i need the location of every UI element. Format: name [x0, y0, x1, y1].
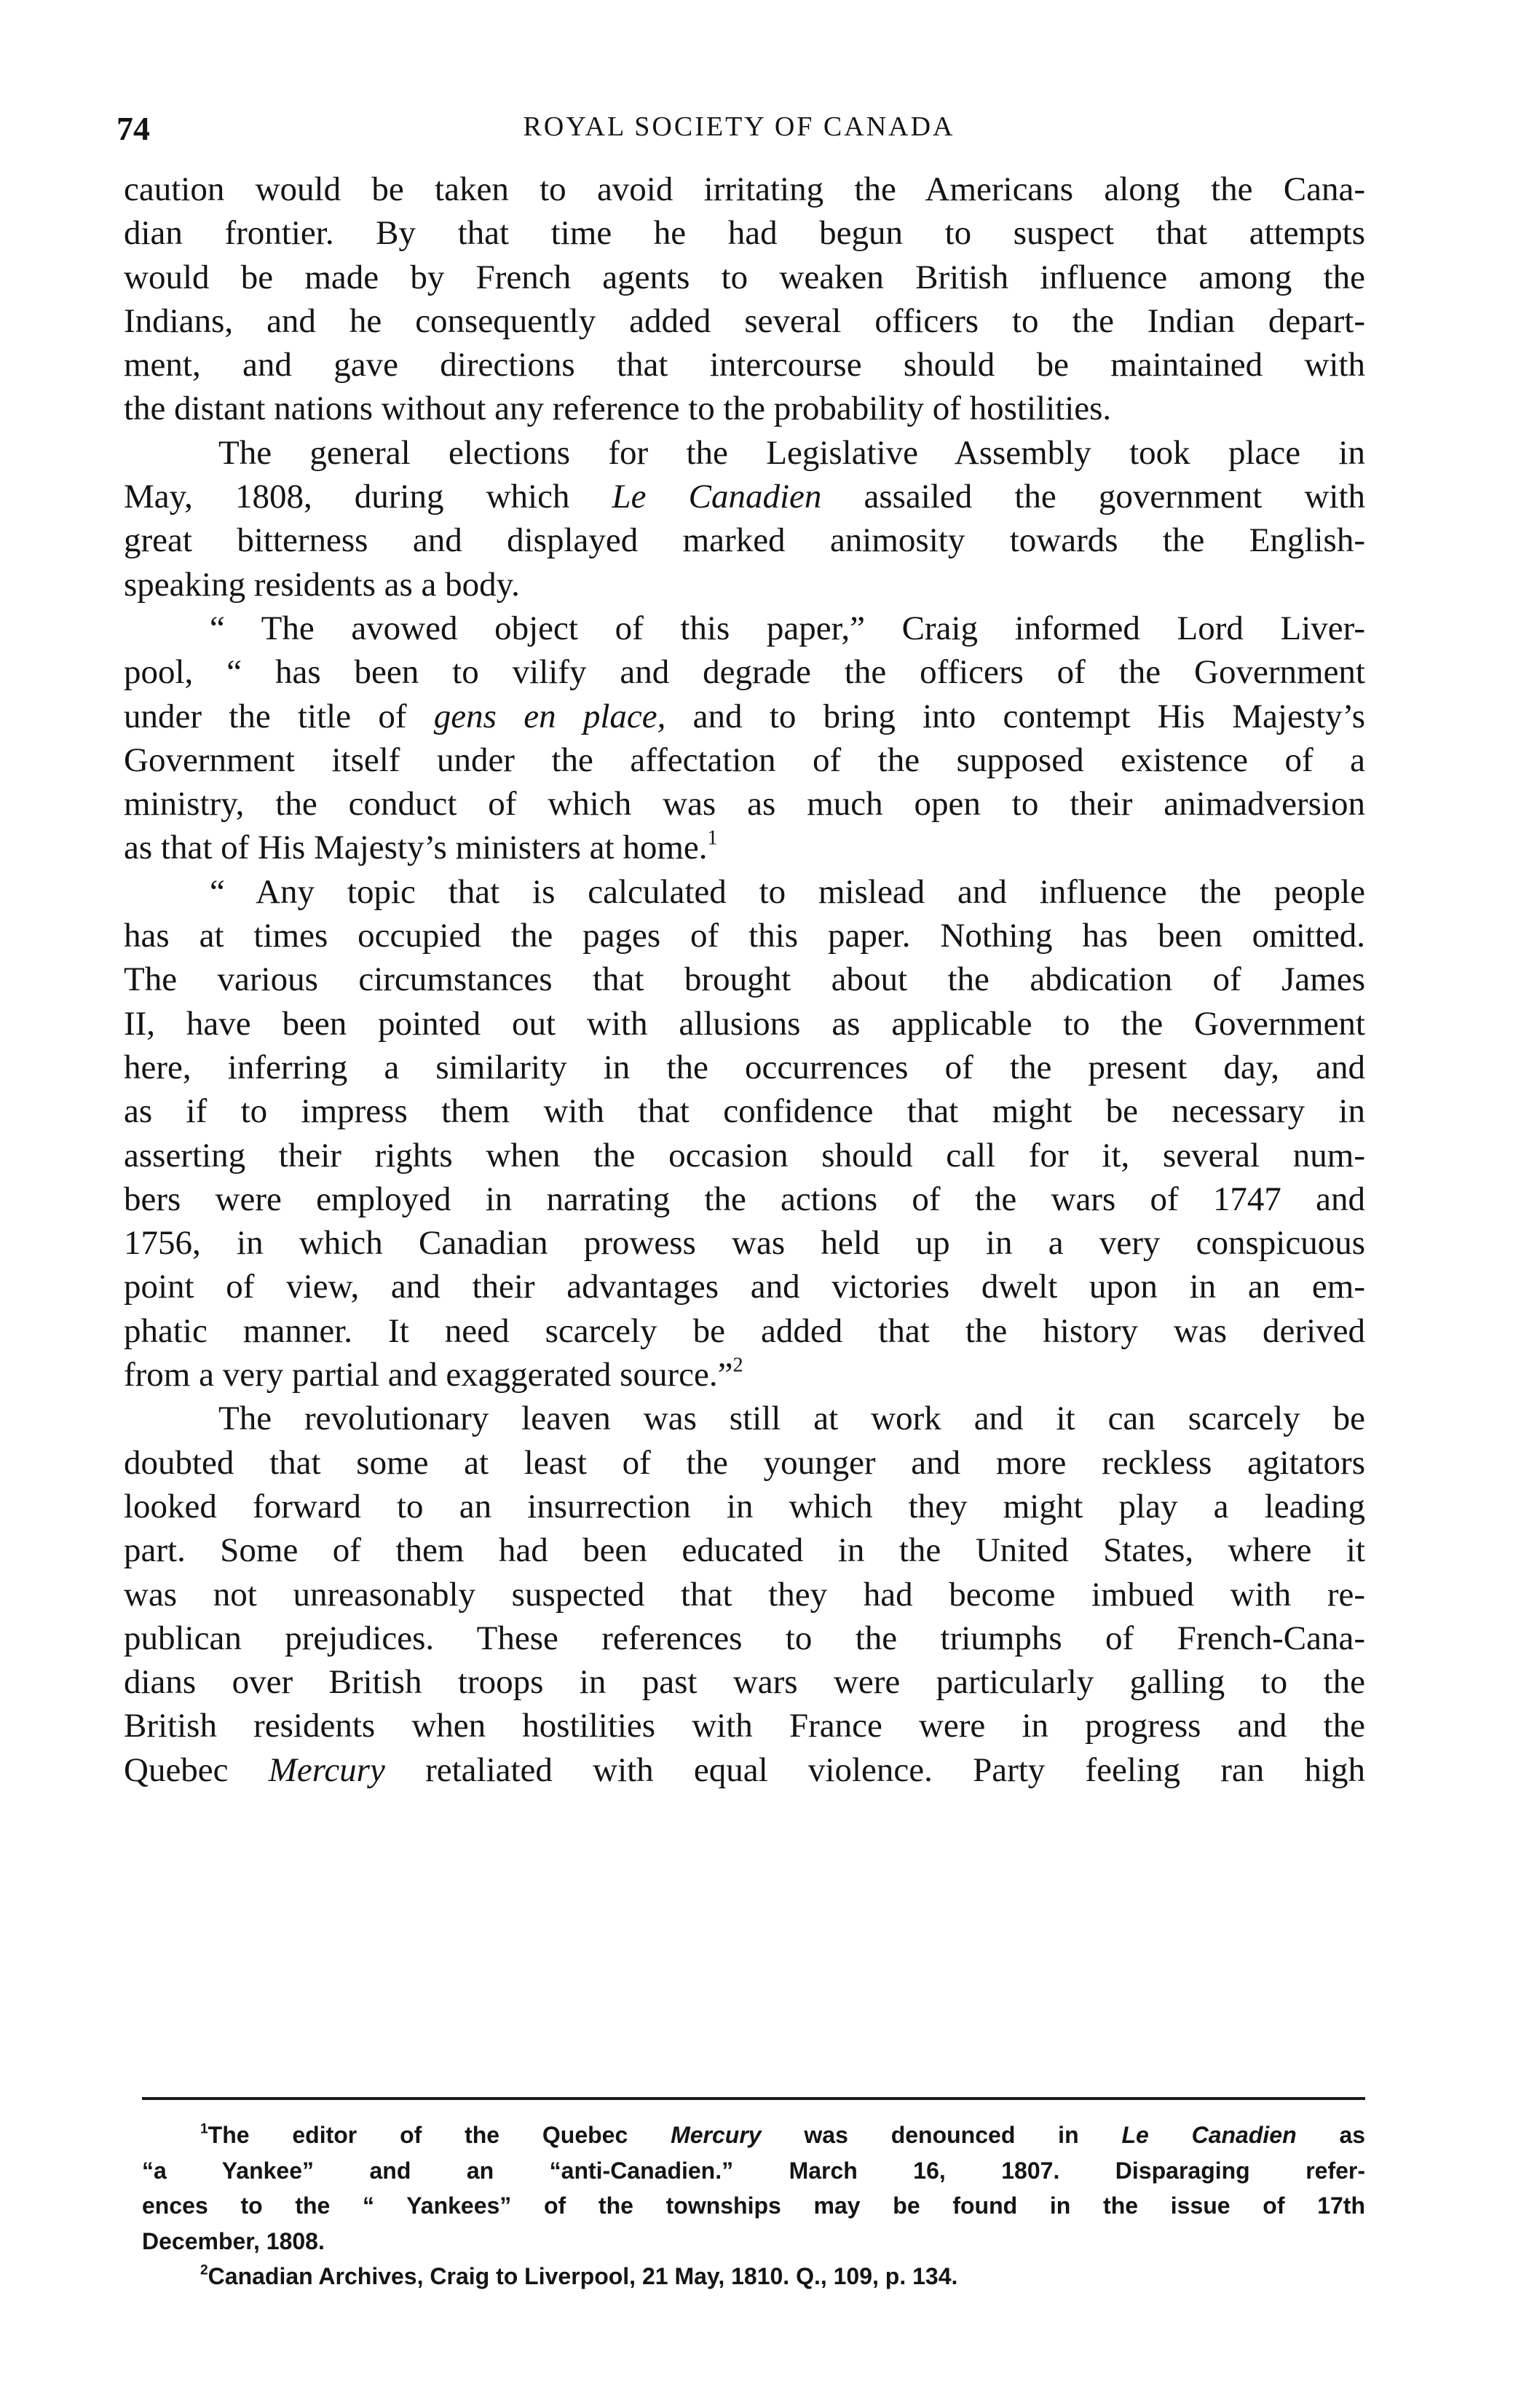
text-line: British residents when hostilities with France were in progress and the	[124, 1707, 1365, 1745]
text-line: phatic manner. It need scarcely be added that the history was derived	[124, 1311, 1365, 1350]
footnote-1	[142, 2117, 1365, 2259]
newspaper-title: Le Canadien	[612, 478, 822, 516]
paragraph-4-quote	[124, 870, 1365, 1397]
text-line: part. Some of them had been educated in the United States, where it	[124, 1531, 1365, 1570]
paragraph-2	[124, 431, 1365, 607]
text-line: “ Any topic that is calculated to mislead and influence the people	[210, 872, 1365, 911]
paragraph-1	[124, 167, 1365, 431]
text-line: dians over British troops in past wars were particularly galling to the	[124, 1663, 1365, 1702]
text-segment: assailed the government with	[864, 478, 1365, 516]
text-line: “a Yankee” and an “anti-Canadien.” March 16, 1807. Disparaging refer-	[142, 2157, 1365, 2184]
text-line: The general elections for the Legislative Assembly took place in	[218, 433, 1365, 472]
text-line: ment, and gave directions that intercourse should be maintained with	[124, 346, 1365, 384]
text-line: “ The avowed object of this paper,” Craig informed Lord Liver-	[210, 609, 1365, 647]
page-number: 74	[116, 110, 150, 147]
text-segment: was denounced in	[804, 2122, 1079, 2148]
footnote-marker-1: 1	[200, 2121, 208, 2137]
text-segment: as that of His Majesty’s ministers at home.	[124, 829, 708, 867]
text-line: point of view, and their advantages and victories dwelt upon in an em-	[124, 1268, 1365, 1306]
text-line	[124, 695, 1365, 738]
text-line	[124, 826, 1365, 869]
newspaper-title: Mercury	[268, 1750, 385, 1789]
text-segment: and to bring into contempt His Majesty’s	[692, 697, 1365, 735]
text-line: asserting their rights when the occasion should call for it, several num-	[124, 1136, 1365, 1175]
text-line: great bitterness and displayed marked animosity towards the English-	[124, 521, 1365, 560]
text-line: Indians, and he consequently added several officers to the Indian depart-	[124, 301, 1365, 340]
text-segment: retaliated with equal violence. Party feeling ran high	[425, 1750, 1366, 1789]
text-segment: as	[1339, 2122, 1366, 2148]
text-line: caution would be taken to avoid irritating the Americans along the Cana-	[124, 170, 1365, 208]
text-segment: from a very partial and exaggerated source.”	[124, 1356, 733, 1394]
paragraph-3-quote	[124, 607, 1365, 870]
text-line: II, have been pointed out with allusions as applicable to the Government	[124, 1004, 1365, 1043]
newspaper-title: Mercury	[671, 2122, 762, 2148]
text-segment: Quebec	[124, 1750, 229, 1789]
text-line	[142, 2259, 1365, 2294]
text-segment: Canadian Archives, Craig to Liverpool, 21 May, 1810. Q., 109, p. 134.	[208, 2263, 958, 2289]
body-text	[124, 167, 1365, 1792]
text-line: 1756, in which Canadian prowess was held up in a very conspicuous	[124, 1224, 1365, 1263]
running-head	[116, 109, 1362, 167]
footnote-divider	[142, 2097, 1365, 2100]
footnote-ref-2: 2	[732, 1354, 743, 1377]
text-line	[124, 475, 1365, 518]
text-line: December, 1808.	[142, 2227, 325, 2254]
text-line: has at times occupied the pages of this paper. Nothing has been omitted.	[124, 917, 1365, 955]
text-line: bers were employed in narrating the actions of the wars of 1747 and	[124, 1180, 1365, 1218]
text-line: ministry, the conduct of which was as much open to their animadversion	[124, 785, 1365, 824]
text-segment: under the title of	[124, 697, 407, 735]
text-line: looked forward to an insurrection in which they might play a leading	[124, 1487, 1365, 1525]
text-line: was not unreasonably suspected that they had become imbued with re-	[124, 1575, 1365, 1614]
text-line: would be made by French agents to weaken British influence among the	[124, 258, 1365, 296]
running-title: ROYAL SOCIETY OF CANADA	[523, 111, 955, 142]
footnote-ref-1: 1	[707, 826, 718, 850]
text-line: the distant nations without any reference to the probability of hostilities.	[124, 390, 1112, 428]
text-line: dian frontier. By that time he had begun to suspect that attempts	[124, 214, 1365, 253]
footnote-2	[142, 2259, 1365, 2294]
text-line: ences to the “ Yankees” of the townships may be found in the issue of 17th	[142, 2192, 1365, 2219]
text-line	[142, 2117, 1365, 2153]
text-line: here, inferring a similarity in the occurrences of the present day, and	[124, 1048, 1365, 1086]
text-line: doubted that some at least of the younger and more reckless agitators	[124, 1443, 1365, 1482]
text-segment: May, 1808, during which	[124, 478, 570, 516]
italic-phrase: gens en place,	[433, 697, 666, 735]
text-line: pool, “ has been to vilify and degrade the officers of the Government	[124, 653, 1365, 692]
text-line: The revolutionary leaven was still at work and it can scarcely be	[218, 1400, 1365, 1438]
text-line: as if to impress them with that confidence that might be necessary in	[124, 1092, 1365, 1131]
text-line	[124, 1353, 1365, 1397]
text-line: The various circumstances that brought about the abdication of James	[124, 960, 1365, 999]
text-line	[124, 1748, 1365, 1792]
footnote-marker-2: 2	[200, 2262, 208, 2278]
newspaper-title: Le Canadien	[1121, 2122, 1297, 2148]
text-segment: The editor of the Quebec	[208, 2122, 628, 2148]
text-line: speaking residents as a body.	[124, 565, 520, 604]
text-line: publican prejudices. These references to the triumphs of French-Cana-	[124, 1619, 1365, 1657]
paragraph-5	[124, 1397, 1365, 1792]
footnotes	[142, 2117, 1365, 2294]
text-line: Government itself under the affectation of the supposed existence of a	[124, 741, 1365, 779]
